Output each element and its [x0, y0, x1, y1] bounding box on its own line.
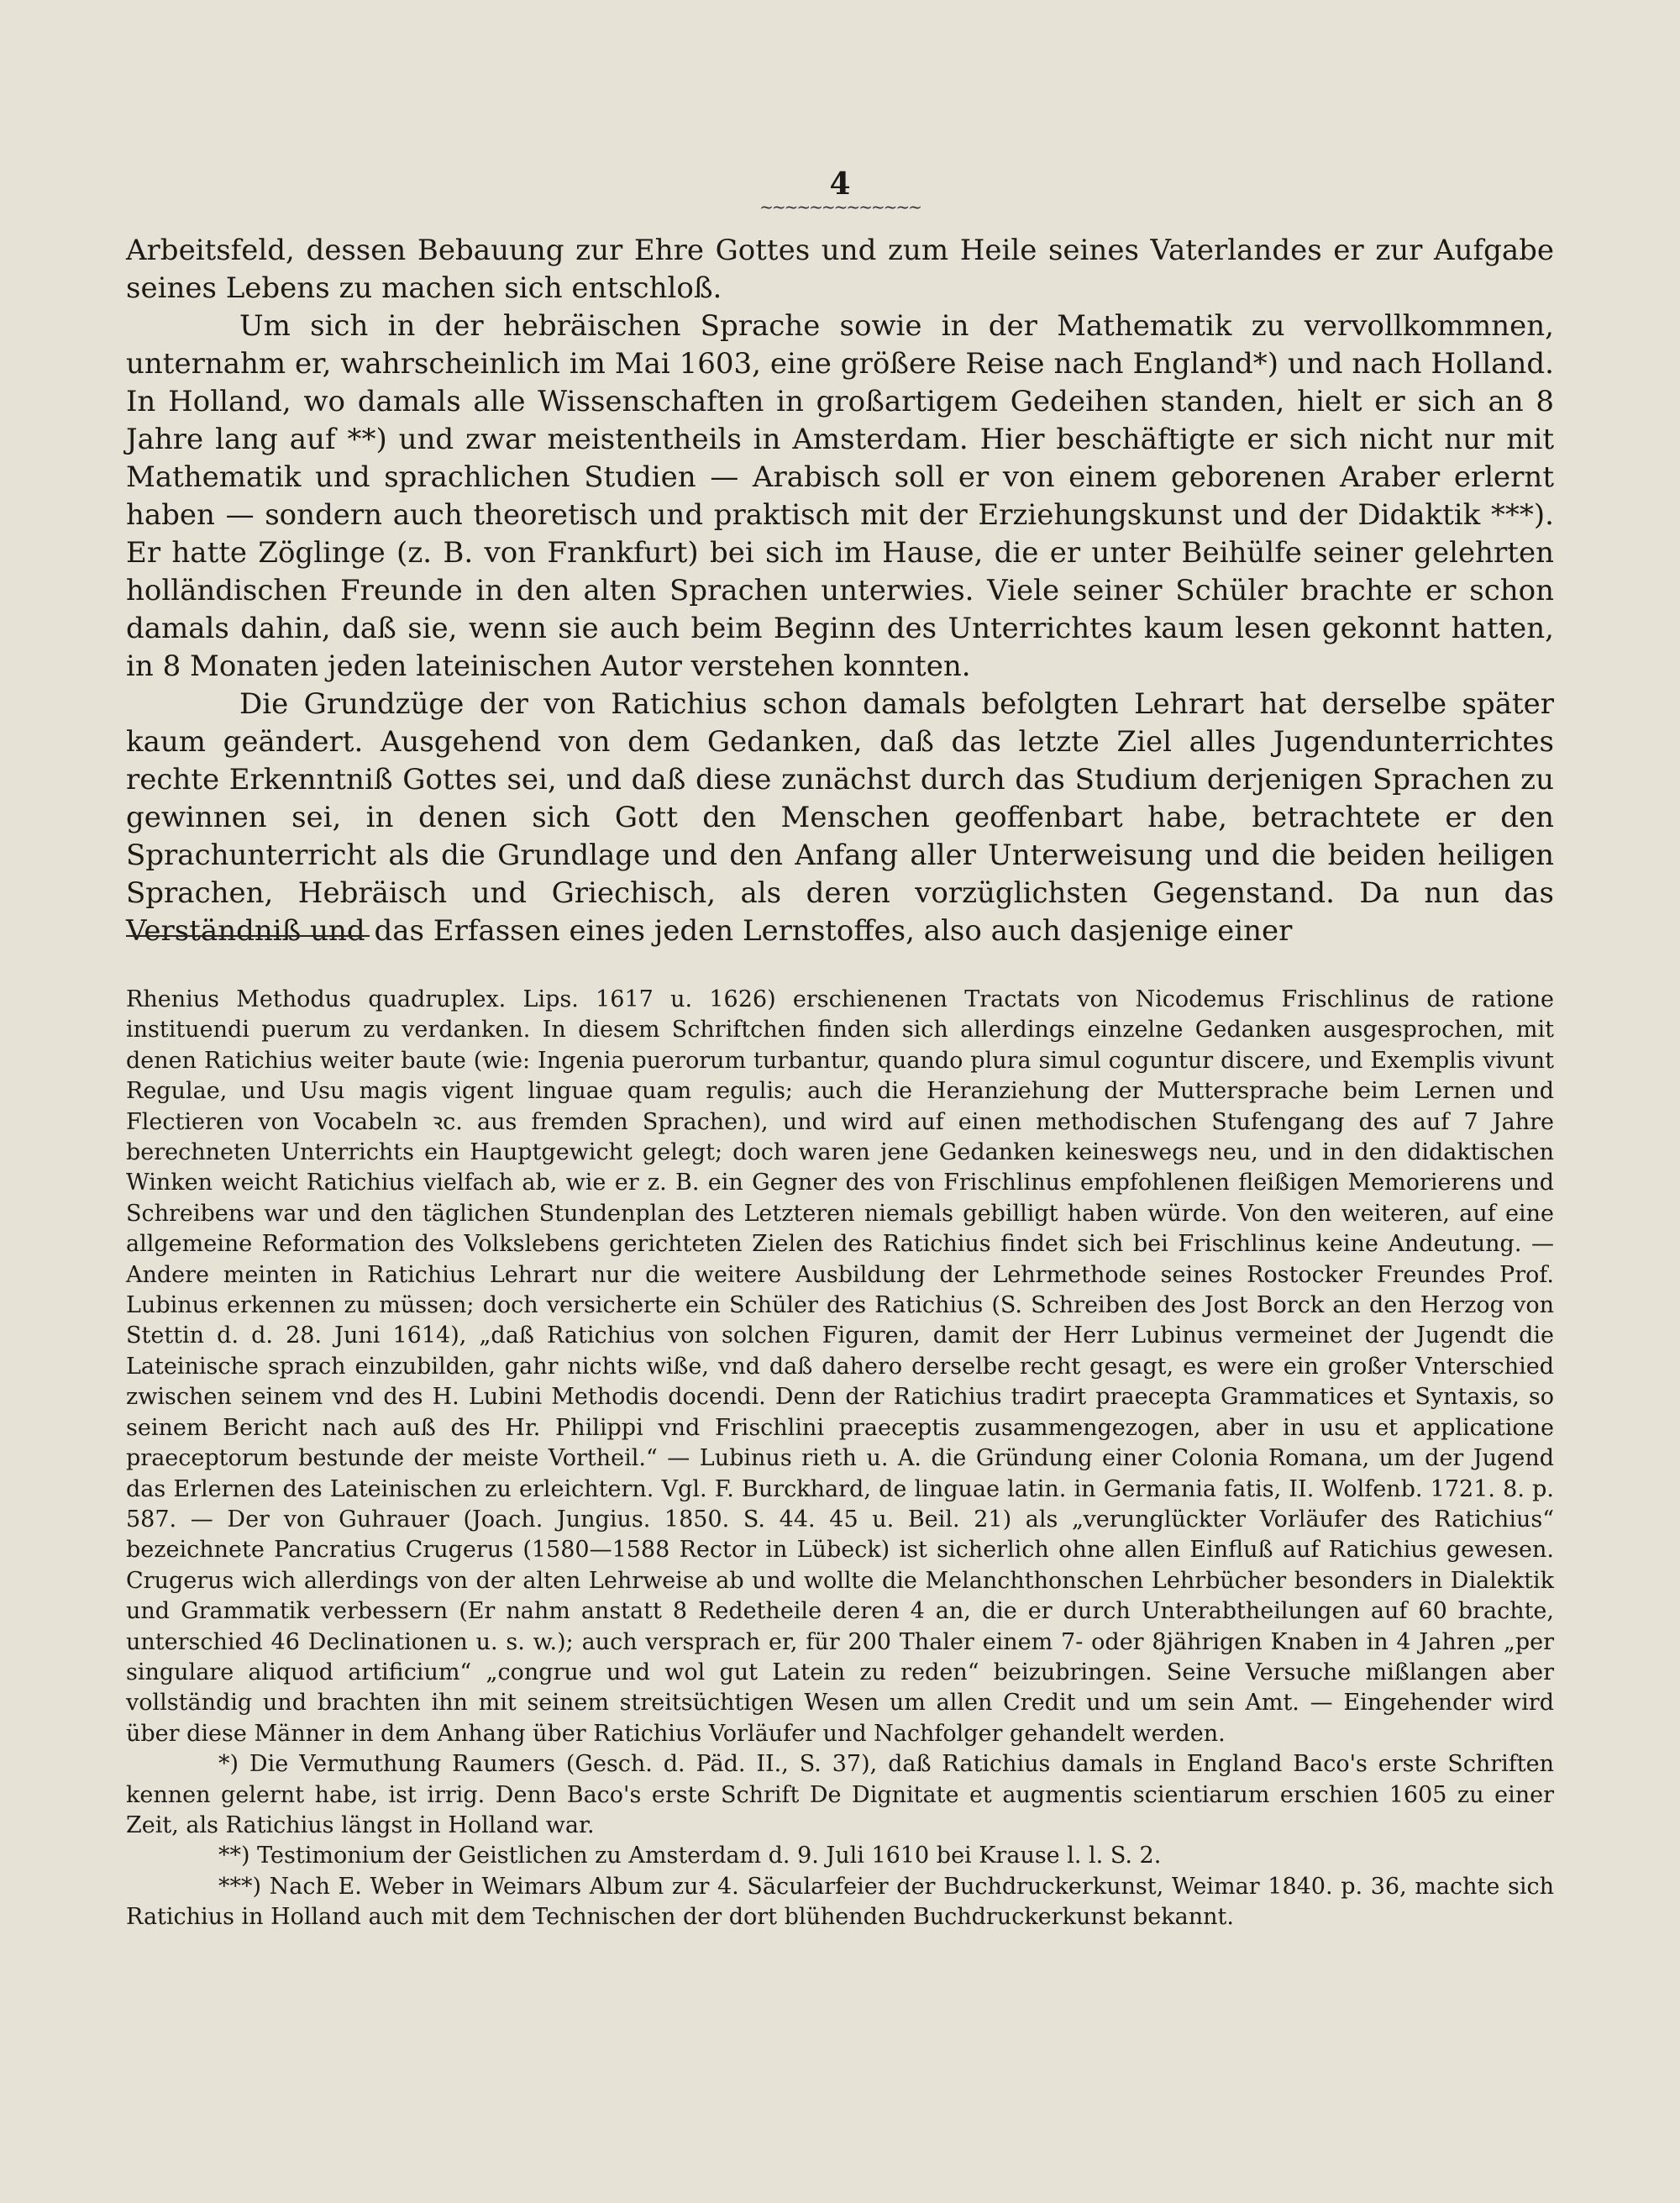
main-paragraph-2: Um sich in der hebräischen Sprache sowie in der Mathematik zu vervollkommnen, unternahm er, wahrscheinlich im Mai 1603, eine größere Reise nach England*) und nach Holland. In Holland, wo damals alle Wissenschaften in großartigem Gedeihen standen, hielt er sich an 8 Jahre lang auf **) und zwar meistentheils in Amsterdam. Hier beschäftigte er sich nicht nur mit Mathematik und sprachlichen Studien — Arabisch soll er von einem geborenen Araber erlernt haben — sondern auch theoretisch und praktisch mit der Erziehungskunst und der Didaktik ***). Er hatte Zöglinge (z. B. von Frankfurt) bei sich im Hause, die er unter Beihülfe seiner gelehrten holländischen Freunde in den alten Sprachen unterwies. Viele seiner Schüler brachte er schon damals dahin, daß sie, wenn sie auch beim Beginn des Unterrichtes kaum lesen gekonnt hatten, in 8 Monaten jeden lateinischen Autor verstehen konnten.	[126, 309, 1554, 683]
footnote-continued: Rhenius Methodus quadruplex. Lips. 1617 u. 1626) erschienenen Tractats von Nicodemus Frischlinus de ratione instituendi puerum zu verdanken. In diesem Schriftchen finden sich allerdings einzelne Gedanken ausgesprochen, mit denen Ratichius weiter baute (wie: Ingenia puerorum turbantur, quando plura simul coguntur discere, und Exemplis vivunt Regulae, und Usu magis vigent linguae quam regulis; auch die Heranziehung der Muttersprache beim Lernen und Flectieren von Vocabeln ꝛc. aus fremden Sprachen), und wird auf einen methodischen Stufengang des auf 7 Jahre berechneten Unterrichts ein Hauptgewicht gelegt; doch waren jene Gedanken keineswegs neu, und in den didaktischen Winken weicht Ratichius vielfach ab, wie er z. B. ein Gegner des von Frischlinus empfohlenen fleißigen Memorierens und Schreibens war und den täglichen Stundenplan des Letzteren niemals gebilligt haben würde. Von den weiteren, auf eine allgemeine Reformation des Volkslebens gerichteten Zielen des Ratichius findet sich bei Frischlinus keine Andeutung. — Andere meinten in Ratichius Lehrart nur die weitere Ausbildung der Lehrmethode seines Rostocker Freundes Prof. Lubinus erkennen zu müssen; doch versicherte ein Schüler des Ratichius (S. Schreiben des Jost Borck an den Herzog von Stettin d. d. 28. Juni 1614), „daß Ratichius von solchen Figuren, damit der Herr Lubinus vermeinet der Jugendt die Lateinische sprach einzubilden, gahr nichts wiße, vnd daß dahero derselbe recht gesagt, es were ein großer Vnterschied zwischen seinem vnd des H. Lubini Methodis docendi. Denn der Ratichius tradirt praecepta Grammatices et Syntaxis, so seinem Bericht nach auß des Hr. Philippi vnd Frischlini praeceptis zusammengezogen, aber in usu et applicatione praeceptorum bestunde der meiste Vortheil.“ — Lubinus rieth u. A. die Gründung einer Colonia Romana, um der Jugend das Erlernen des Lateinischen zu erleichtern. Vgl. F. Burckhard, de linguae latin. in Germania fatis, II. Wolfenb. 1721. 8. p. 587. — Der von Guhrauer (Joach. Jungius. 1850. S. 44. 45 u. Beil. 21) als „verunglückter Vorläufer des Ratichius“ bezeichnete Pancratius Crugerus (1580—1588 Rector in Lübeck) ist sicherlich ohne allen Einfluß auf Ratichius gewesen. Crugerus wich allerdings von der alten Lehrweise ab und wollte die Melanchthonschen Lehrbücher besonders in Dialektik und Grammatik verbessern (Er nahm anstatt 8 Redetheile deren 4 an, die er durch Unterabtheilungen auf 60 brachte, unterschied 46 Declinationen u. s. w.); auch versprach er, für 200 Thaler einem 7- oder 8jährigen Knaben in 4 Jahren „per singulare aliquod artificium“ „congrue und wol gut Latein zu reden“ beizubringen. Seine Versuche mißlangen aber vollständig und brachten ihn mit seinem streitsüchtigen Wesen um allen Credit und um sein Amt. — Eingehender wird über diese Männer in dem Anhang über Ratichius Vorläufer und Nachfolger gehandelt werden.	[126, 986, 1554, 1747]
footnote-3: ***) Nach E. Weber in Weimars Album zur 4. Säcularfeier der Buchdruckerkunst, Weimar 1840. p. 36, machte sich Ratichius in Holland auch mit dem Technischen der dort blühenden Buchdruckerkunst bekannt.	[126, 1873, 1554, 1931]
footnote-2: **) Testimonium der Geistlichen zu Amsterdam d. 9. Juli 1610 bei Krause l. l. S. 2.	[218, 1843, 1162, 1869]
footnotes	[126, 985, 1554, 1933]
page-number-ornament: ~~~~~~~~~~~~~	[759, 197, 921, 217]
footnote-1: *) Die Vermuthung Raumers (Gesch. d. Päd. II., S. 37), daß Ratichius damals in England Baco's erste Schriften kennen gelernt habe, ist irrig. Denn Baco's erste Schrift De Dignitate et augmentis scientiarum erschien 1605 zu einer Zeit, als Ratichius längst in Holland war.	[126, 1751, 1554, 1838]
footnote-separator	[126, 935, 370, 937]
main-text	[126, 232, 1554, 950]
page-number: 4	[829, 166, 851, 202]
main-paragraph-1: Arbeitsfeld, dessen Bebauung zur Ehre Gottes und zum Heile seines Vaterlandes er zur Aufgabe seines Lebens zu machen sich entschloß.	[126, 234, 1554, 305]
main-paragraph-3: Die Grundzüge der von Ratichius schon damals befolgten Lehrart hat derselbe später kaum geändert. Ausgehend von dem Gedanken, daß das letzte Ziel alles Jugendunterrichtes rechte Erkenntniß Gottes sei, und daß diese zunächst durch das Studium derjenigen Sprachen zu gewinnen sei, in denen sich Gott den Menschen geoffenbart habe, betrachtete er den Sprachunterricht als die Grundlage und den Anfang aller Unterweisung und die beiden heiligen Sprachen, Hebräisch und Griechisch, als deren vorzüglichsten Gegenstand. Da nun das Verständniß und das Erfassen eines jeden Lernstoffes, also auch dasjenige einer	[126, 687, 1554, 948]
